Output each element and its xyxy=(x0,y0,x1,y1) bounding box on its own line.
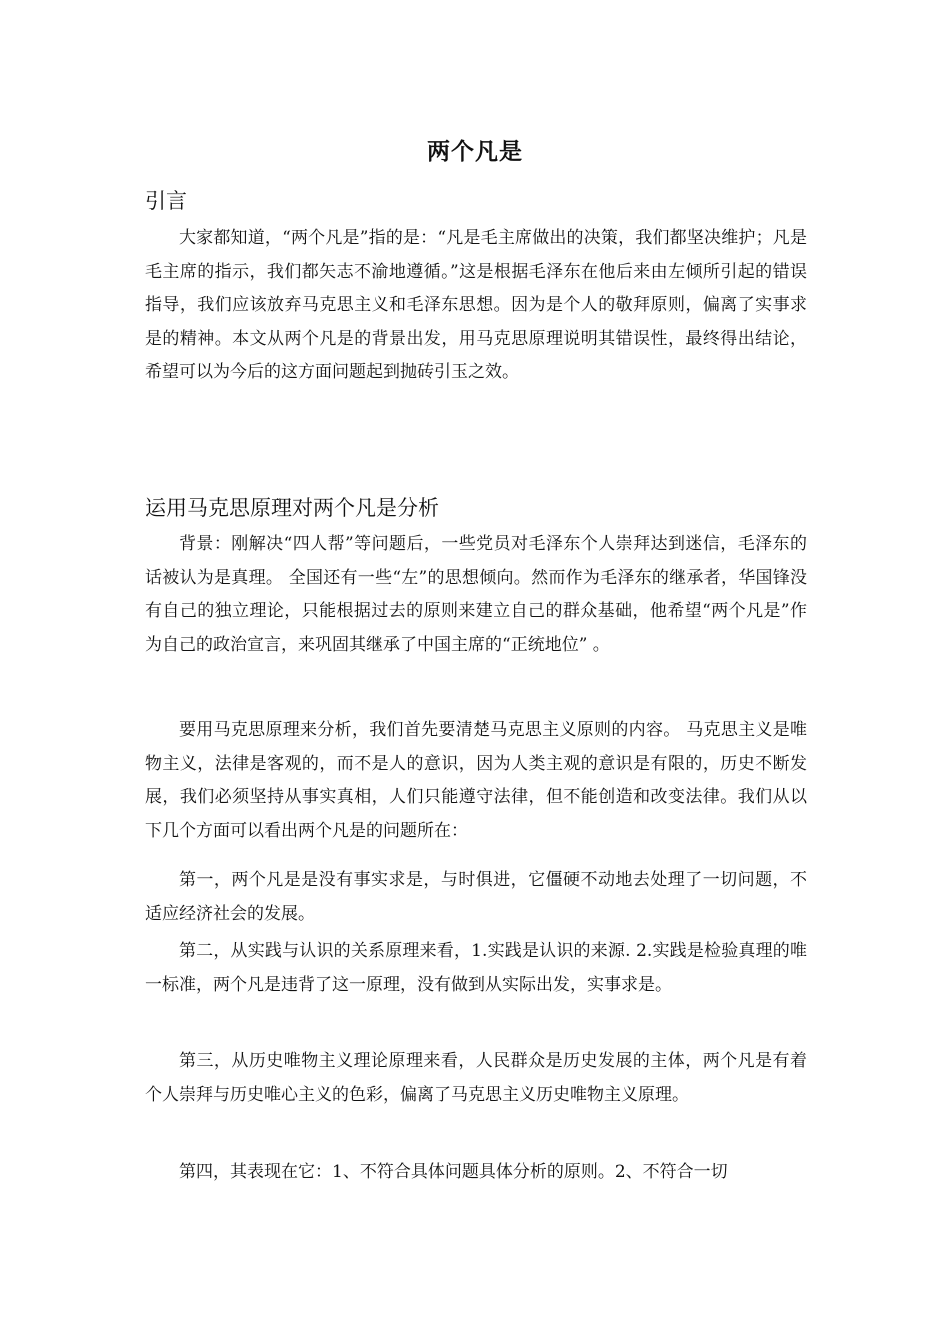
point-three-paragraph: 第三，从历史唯物主义理论原理来看，人民群众是历史发展的主体，两个凡是有着个人崇拜与历史唯心主义的色彩，偏离了马克思主义历史唯物主义原理。 xyxy=(145,1051,807,1105)
background-paragraph: 背景：刚解决“四人帮”等问题后，一些党员对毛泽东个人崇拜达到迷信，毛泽东的话被认为是真理。 全国还有一些“左”的思想倾向。然而作为毛泽东的继承者，华国锋没有自己的独立理论，只能根据过去的原则来建立自己的群众基础，他希望“两个凡是”作为自己的政治宣言，来巩固其继承了中国主席的“正统地位” 。 xyxy=(145,534,807,655)
point-two-paragraph: 第二，从实践与认识的关系原理来看，1.实践是认识的来源. 2.实践是检验真理的唯一标准，两个凡是违背了这一原理，没有做到从实际出发，实事求是。 xyxy=(145,941,807,995)
document-title: 两个凡是 xyxy=(427,139,523,165)
section-heading-intro: 引言 xyxy=(145,189,187,213)
section-heading-analysis: 运用马克思原理对两个凡是分析 xyxy=(145,496,439,520)
marxism-paragraph: 要用马克思原理来分析，我们首先要清楚马克思主义原则的内容。 马克思主义是唯物主义，法律是客观的，而不是人的意识，因为人类主观的意识是有限的，历史不断发展，我们必须坚持从事实真相，人们只能遵守法律，但不能创造和改变法律。我们从以下几个方面可以看出两个凡是的问题所在： xyxy=(145,720,807,841)
point-one-paragraph: 第一，两个凡是是没有事实求是，与时俱进，它僵硬不动地去处理了一切问题，不适应经济社会的发展。 xyxy=(145,870,807,924)
intro-paragraph: 大家都知道，“两个凡是”指的是：“凡是毛主席做出的决策，我们都坚决维护；凡是毛主席的指示，我们都矢志不渝地遵循。”这是根据毛泽东在他后来由左倾所引起的错误指导，我们应该放弃马克思主义和毛泽东思想。因为是个人的敬拜原则，偏离了实事求是的精神。本文从两个凡是的背景出发，用马克思原理说明其错误性，最终得出结论，希望可以为今后的这方面问题起到抛砖引玉之效。 xyxy=(145,228,807,383)
point-four-paragraph: 第四，其表现在它：1、不符合具体问题具体分析的原则。2、不符合一切 xyxy=(179,1162,728,1182)
